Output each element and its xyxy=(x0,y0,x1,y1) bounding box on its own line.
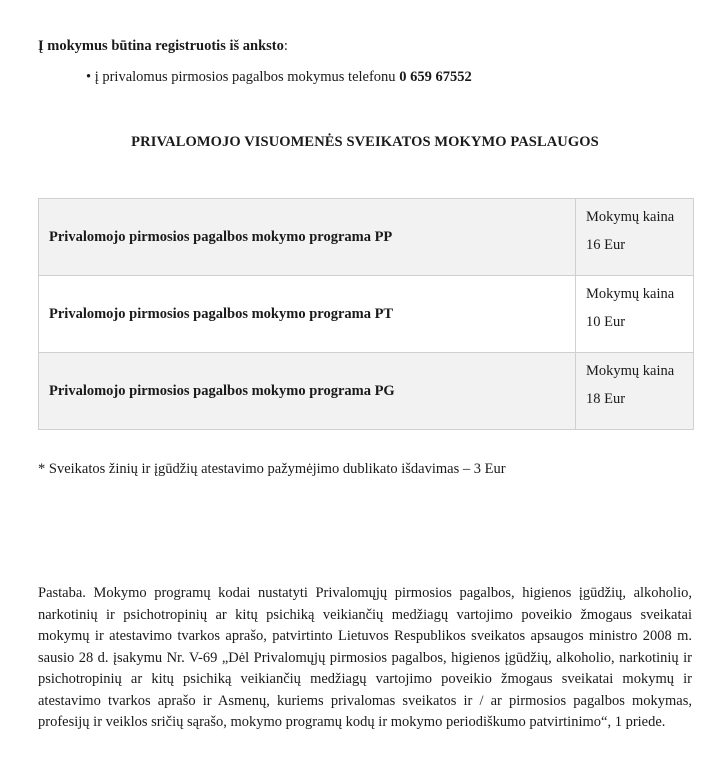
phone-number[interactable]: 0 659 67552 xyxy=(399,69,472,85)
registration-notice xyxy=(38,38,288,55)
bullet-marker: • xyxy=(86,69,92,85)
service-name: Privalomojo pirmosios pagalbos mokymo programa PP xyxy=(39,199,576,276)
duplicate-certificate-note: * Sveikatos žinių ir įgūdžių atestavimo pažymėjimo dublikato išdavimas – 3 Eur xyxy=(38,461,506,477)
section-title: PRIVALOMOJO VISUOMENĖS SVEIKATOS MOKYMO PASLAUGOS xyxy=(131,134,599,150)
service-name: Privalomojo pirmosios pagalbos mokymo programa PG xyxy=(39,353,576,430)
price-label: Mokymų kaina xyxy=(586,209,675,225)
phone-bullet-text: į privalomus pirmosios pagalbos mokymus telefonu xyxy=(94,69,400,85)
registration-notice-colon: : xyxy=(283,38,288,54)
service-price-cell xyxy=(576,276,694,353)
table-row xyxy=(39,199,694,276)
phone-bullet xyxy=(86,69,472,86)
price-value: 10 Eur xyxy=(586,314,626,330)
price-value: 16 Eur xyxy=(586,237,626,253)
registration-notice-bold: Į mokymus būtina registruotis iš anksto xyxy=(38,38,284,54)
price-label: Mokymų kaina xyxy=(586,363,675,379)
table-row xyxy=(39,276,694,353)
service-price-cell xyxy=(576,199,694,276)
services-table xyxy=(38,198,694,430)
pastaba-paragraph: Pastaba. Mokymo programų kodai nustatyti Privalomųjų pirmosios pagalbos, higienos įgūdžių, alkoholio, narkotinių ir psichotropinių ar kitų psichiką veikiančių medžiagų vartojimo poveikio žmogaus sveikatai mokymų ir atestavimo tvarkos aprašo, patvirtinto Lietuvos Respublikos sveikatos apsaugos ministro 2008 m. sausio 28 d. įsakymu Nr. V-69 „Dėl Privalomųjų pirmosios pagalbos, higienos įgūdžių, alkoholio, narkotinių ir psichotropinių ar kitų psichiką veikiančių medžiagų vartojimo poveikio žmogaus sveikatai mokymų ir atestavimo tvarkos aprašo ir Asmenų, kuriems privalomas sveikatos ir / ar pirmosios pagalbos mokymas, profesijų ir veiklos sričių sąrašo, mokymo programų kodų ir mokymo periodiškumo patvirtinimo“, 1 priede. xyxy=(38,585,692,730)
table-row xyxy=(39,353,694,430)
price-value: 18 Eur xyxy=(586,391,626,407)
service-price-cell xyxy=(576,353,694,430)
service-name: Privalomojo pirmosios pagalbos mokymo programa PT xyxy=(39,276,576,353)
price-label: Mokymų kaina xyxy=(586,286,675,302)
